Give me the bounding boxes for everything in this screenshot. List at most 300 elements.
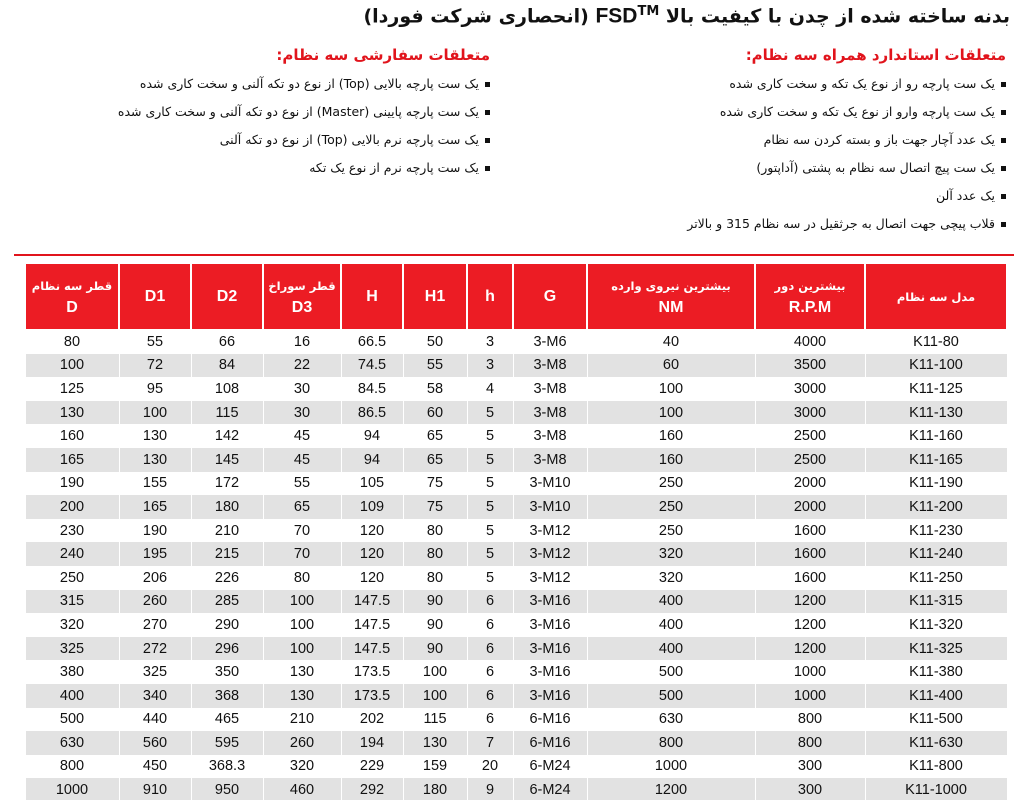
table-row [25,542,1007,566]
table-cell: 84 [191,354,263,378]
table-cell: 3 [467,354,513,378]
table-cell: 440 [119,708,191,732]
column-header-en: NM [658,298,684,316]
column-header-en: H [366,287,378,305]
table-cell: 1600 [755,519,865,543]
table-cell: 65 [263,495,341,519]
table-cell: 6 [467,613,513,637]
table-row [25,590,1007,614]
table-cell: 130 [119,424,191,448]
table-body [25,330,1007,800]
table-cell: 3-M12 [513,566,587,590]
table-cell: 160 [587,424,755,448]
table-cell: 250 [587,495,755,519]
table-cell: 200 [25,495,119,519]
bullet-icon [485,82,490,87]
page-title [363,4,1010,28]
table-cell: 90 [403,613,467,637]
table-cell: 165 [119,495,191,519]
table-cell: 16 [263,330,341,354]
table-cell: 260 [119,590,191,614]
table-row [25,566,1007,590]
table-cell: 80 [403,566,467,590]
table-cell: 155 [119,472,191,496]
table-cell: K11-500 [865,708,1007,732]
bullet-icon [485,110,490,115]
table-row [25,731,1007,755]
table-cell: 1000 [755,684,865,708]
table-cell: 6-M16 [513,708,587,732]
table-cell: 180 [403,778,467,800]
table-cell: 115 [403,708,467,732]
table-cell: 120 [341,519,403,543]
column-header [25,263,119,330]
table-cell: 1600 [755,566,865,590]
accessory-item-text: یک ست پارچه نرم بالایی (Top) از نوع دو تکه آلنی [219,132,479,147]
table-cell: 159 [403,755,467,779]
table-cell: 3-M16 [513,684,587,708]
table-cell: 272 [119,637,191,661]
bullet-icon [1001,110,1006,115]
table-cell: 300 [755,778,865,800]
table-cell: 250 [587,472,755,496]
table-cell: 45 [263,424,341,448]
table-cell: K11-250 [865,566,1007,590]
table-cell: 230 [25,519,119,543]
table-cell: 90 [403,637,467,661]
column-header [587,263,755,330]
table-row [25,495,1007,519]
table-cell: 3-M16 [513,613,587,637]
column-header [467,263,513,330]
table-cell: 1600 [755,542,865,566]
column-header-en: G [543,287,557,305]
table-cell: 3 [467,330,513,354]
table-cell: K11-320 [865,613,1007,637]
table-cell: 202 [341,708,403,732]
table-cell: 5 [467,424,513,448]
table-cell: 400 [587,590,755,614]
table-cell: 630 [25,731,119,755]
column-header-en: D1 [144,287,166,305]
table-cell: 75 [403,472,467,496]
table-cell: 3-M8 [513,401,587,425]
table-cell: 226 [191,566,263,590]
table-cell: K11-240 [865,542,1007,566]
table-cell: 55 [403,354,467,378]
table-cell: 6-M24 [513,778,587,800]
table-cell: 210 [263,708,341,732]
table-cell: 165 [25,448,119,472]
table-cell: 86.5 [341,401,403,425]
table-cell: 595 [191,731,263,755]
accessory-item-text: یک عدد آلن [936,188,995,203]
table-cell: 260 [263,731,341,755]
table-cell: 6 [467,660,513,684]
accessory-item-text: یک ست پارچه وارو از نوع یک تکه و سخت کاری شده [719,104,995,119]
table-cell: 130 [119,448,191,472]
table-row [25,684,1007,708]
table-cell: 194 [341,731,403,755]
table-cell: 72 [119,354,191,378]
table-cell: 400 [587,613,755,637]
table-cell: 22 [263,354,341,378]
chuck-spec-table [24,262,1008,800]
column-header [341,263,403,330]
table-cell: 315 [25,590,119,614]
table-cell: 630 [587,708,755,732]
table-cell: 130 [263,660,341,684]
accessory-item [566,154,1006,182]
table-cell: 60 [587,354,755,378]
accessory-item [566,98,1006,126]
title-suffix: (انحصاری شرکت فوردا) [363,5,589,28]
accessory-item-text: یک ست پارچه نرم از نوع یک تکه [309,160,479,175]
table-cell: 160 [587,448,755,472]
title-prefix: بدنه ساخته شده از چدن با کیفیت بالا [665,5,1010,28]
column-header [755,263,865,330]
table-cell: 3-M10 [513,495,587,519]
column-header-fa: بیشترین نیروی وارده [611,278,731,293]
column-header-fa: مدل سه نظام [896,289,976,304]
table-cell: 173.5 [341,684,403,708]
table-row [25,755,1007,779]
bullet-icon [1001,166,1006,171]
table-cell: K11-325 [865,637,1007,661]
table-cell: 5 [467,448,513,472]
table-row [25,637,1007,661]
table-cell: 3-M12 [513,542,587,566]
table-cell: 296 [191,637,263,661]
table-cell: 55 [119,330,191,354]
table-cell: 65 [403,448,467,472]
table-cell: 130 [263,684,341,708]
table-cell: 340 [119,684,191,708]
table-row [25,472,1007,496]
table-cell: 55 [263,472,341,496]
table-cell: 100 [403,660,467,684]
table-cell: 2500 [755,448,865,472]
table-cell: 3-M8 [513,424,587,448]
table-row [25,424,1007,448]
table-cell: 30 [263,401,341,425]
table-row [25,613,1007,637]
table-cell: 130 [25,401,119,425]
table-cell: 1000 [587,755,755,779]
table-cell: 9 [467,778,513,800]
order-accessories-heading: متعلقات سفارشی سه نظام: [276,46,490,64]
table-cell: 190 [25,472,119,496]
table-cell: 270 [119,613,191,637]
table-cell: 400 [587,637,755,661]
table-cell: 5 [467,495,513,519]
column-header-en: D3 [291,298,313,316]
table-cell: 6 [467,637,513,661]
table-cell: 320 [263,755,341,779]
table-cell: 6-M16 [513,731,587,755]
table-cell: 70 [263,542,341,566]
table-header-row [25,263,1007,330]
table-cell: 240 [25,542,119,566]
accessory-item-text: یک ست پارچه پایینی (Master) از نوع دو تکه آلنی و سخت کاری شده [117,104,479,119]
table-cell: 3-M6 [513,330,587,354]
table-cell: 80 [403,542,467,566]
column-header-en: R.P.M [788,298,832,316]
bullet-icon [1001,82,1006,87]
table-cell: 100 [263,637,341,661]
table-cell: 105 [341,472,403,496]
standard-accessories-heading: متعلقات استاندارد همراه سه نظام: [745,46,1006,64]
table-row [25,519,1007,543]
table-cell: 3-M8 [513,377,587,401]
table-cell: K11-80 [865,330,1007,354]
table-cell: 60 [403,401,467,425]
column-header [191,263,263,330]
table-cell: 500 [587,684,755,708]
table-cell: K11-125 [865,377,1007,401]
table-cell: 66 [191,330,263,354]
table-cell: 142 [191,424,263,448]
table-cell: K11-200 [865,495,1007,519]
table-cell: 147.5 [341,637,403,661]
table-cell: 320 [25,613,119,637]
table-cell: 3-M10 [513,472,587,496]
table-row [25,778,1007,800]
column-header-en: h [485,287,495,305]
table-cell: 45 [263,448,341,472]
table-cell: K11-315 [865,590,1007,614]
table-cell: 172 [191,472,263,496]
table-cell: 80 [25,330,119,354]
table-cell: 50 [403,330,467,354]
column-header-en: H1 [424,287,446,305]
table-row [25,708,1007,732]
table-row [25,330,1007,354]
table-cell: 4 [467,377,513,401]
table-cell: K11-1000 [865,778,1007,800]
table-cell: 320 [587,542,755,566]
table-cell: 40 [587,330,755,354]
table-cell: 950 [191,778,263,800]
column-header [513,263,587,330]
table-cell: 206 [119,566,191,590]
column-header-fa: بیشترین دور [774,278,846,293]
table-cell: 6 [467,708,513,732]
table-cell: 109 [341,495,403,519]
table-cell: 250 [25,566,119,590]
table-cell: 100 [403,684,467,708]
table-cell: 500 [587,660,755,684]
table-cell: 120 [341,566,403,590]
accessory-item [50,154,490,182]
table-cell: 460 [263,778,341,800]
table-cell: 285 [191,590,263,614]
table-cell: 910 [119,778,191,800]
table-cell: 2000 [755,472,865,496]
accessory-item [566,182,1006,210]
table-cell: 120 [341,542,403,566]
table-cell: 80 [263,566,341,590]
table-cell: 3000 [755,377,865,401]
table-cell: 5 [467,401,513,425]
table-row [25,660,1007,684]
standard-accessories-section [566,46,1006,238]
bullet-icon [485,166,490,171]
table-cell: 500 [25,708,119,732]
table-cell: 6-M24 [513,755,587,779]
column-header-fa: قطر سه نظام [31,278,113,293]
table-cell: 108 [191,377,263,401]
table-cell: 5 [467,542,513,566]
table-cell: 1200 [755,590,865,614]
table-cell: K11-400 [865,684,1007,708]
table-cell: 1000 [755,660,865,684]
table-cell: 195 [119,542,191,566]
table-cell: 100 [263,590,341,614]
table-cell: 160 [25,424,119,448]
table-cell: 74.5 [341,354,403,378]
table-cell: 350 [191,660,263,684]
table-cell: 320 [587,566,755,590]
table-cell: 300 [755,755,865,779]
bullet-icon [485,138,490,143]
table-cell: 3-M12 [513,519,587,543]
column-header [119,263,191,330]
accessory-item-text: یک ست پارچه بالایی (Top) از نوع دو تکه آلنی و سخت کاری شده [139,76,479,91]
table-cell: 65 [403,424,467,448]
table-cell: 100 [587,377,755,401]
table-cell: 20 [467,755,513,779]
accessory-item [50,70,490,98]
table-cell: 3-M16 [513,660,587,684]
accessory-item-text: یک عدد آچار جهت باز و بسته کردن سه نظام [763,132,995,147]
table-cell: 250 [587,519,755,543]
table-cell: 180 [191,495,263,519]
accessory-item [50,126,490,154]
table-row [25,354,1007,378]
bullet-icon [1001,222,1006,227]
accessory-item [566,210,1006,238]
table-cell: 292 [341,778,403,800]
table-cell: 2500 [755,424,865,448]
table-cell: 147.5 [341,590,403,614]
bullet-icon [1001,138,1006,143]
table-cell: K11-630 [865,731,1007,755]
table-cell: K11-230 [865,519,1007,543]
table-cell: K11-190 [865,472,1007,496]
table-cell: 380 [25,660,119,684]
table-cell: 229 [341,755,403,779]
table-cell: 70 [263,519,341,543]
table-cell: 368 [191,684,263,708]
order-accessories-list [50,70,490,182]
table-cell: 94 [341,448,403,472]
trademark-mark: TM [637,4,660,19]
table-row [25,401,1007,425]
table-cell: 6 [467,590,513,614]
accessory-item [566,126,1006,154]
table-cell: 560 [119,731,191,755]
accessory-item [566,70,1006,98]
table-cell: 58 [403,377,467,401]
column-header [403,263,467,330]
table-cell: 125 [25,377,119,401]
table-cell: 3500 [755,354,865,378]
table-cell: 90 [403,590,467,614]
table-cell: K11-160 [865,424,1007,448]
table-cell: 190 [119,519,191,543]
column-header [865,263,1007,330]
table-row [25,448,1007,472]
accessory-item-text: یک ست پیچ اتصال سه نظام به پشتی (آداپتور) [756,160,995,175]
table-cell: 84.5 [341,377,403,401]
standard-accessories-list [566,70,1006,238]
table-cell: 94 [341,424,403,448]
accessory-item-text: یک ست پارچه رو از نوع یک تکه و سخت کاری شده [729,76,995,91]
table-cell: 215 [191,542,263,566]
table-cell: 100 [263,613,341,637]
table-row [25,377,1007,401]
table-cell: 800 [587,731,755,755]
table-cell: 147.5 [341,613,403,637]
table-cell: 210 [191,519,263,543]
table-cell: K11-380 [865,660,1007,684]
table-cell: 325 [25,637,119,661]
column-header [263,263,341,330]
table-cell: K11-800 [865,755,1007,779]
table-cell: 95 [119,377,191,401]
table-cell: 1200 [587,778,755,800]
table-cell: 290 [191,613,263,637]
table-cell: 5 [467,472,513,496]
table-cell: 130 [403,731,467,755]
table-cell: 5 [467,519,513,543]
table-cell: K11-100 [865,354,1007,378]
table-cell: 173.5 [341,660,403,684]
table-cell: 145 [191,448,263,472]
table-cell: 30 [263,377,341,401]
accessory-item-text: قلاب پیچی جهت اتصال به جرثقیل در سه نظام 315 و بالاتر [687,216,995,231]
table-cell: 450 [119,755,191,779]
table-cell: 368.3 [191,755,263,779]
table-cell: K11-165 [865,448,1007,472]
column-header-fa: قطر سوراخ [268,278,336,293]
section-divider [14,254,1014,256]
table-cell: 5 [467,566,513,590]
table-cell: 1200 [755,637,865,661]
table-cell: 66.5 [341,330,403,354]
table-cell: 115 [191,401,263,425]
table-cell: 800 [755,708,865,732]
table-cell: 4000 [755,330,865,354]
table-cell: 7 [467,731,513,755]
table-cell: 80 [403,519,467,543]
table-cell: 6 [467,684,513,708]
table-cell: K11-130 [865,401,1007,425]
order-accessories-section [50,46,490,182]
table-cell: 75 [403,495,467,519]
table-cell: 325 [119,660,191,684]
table-cell: 465 [191,708,263,732]
bullet-icon [1001,194,1006,199]
brand-name: FSD [595,4,638,28]
column-header-en: D2 [216,287,238,305]
table-cell: 3000 [755,401,865,425]
table-cell: 800 [755,731,865,755]
table-cell: 3-M16 [513,637,587,661]
table-cell: 800 [25,755,119,779]
column-header-en: D [66,298,78,316]
